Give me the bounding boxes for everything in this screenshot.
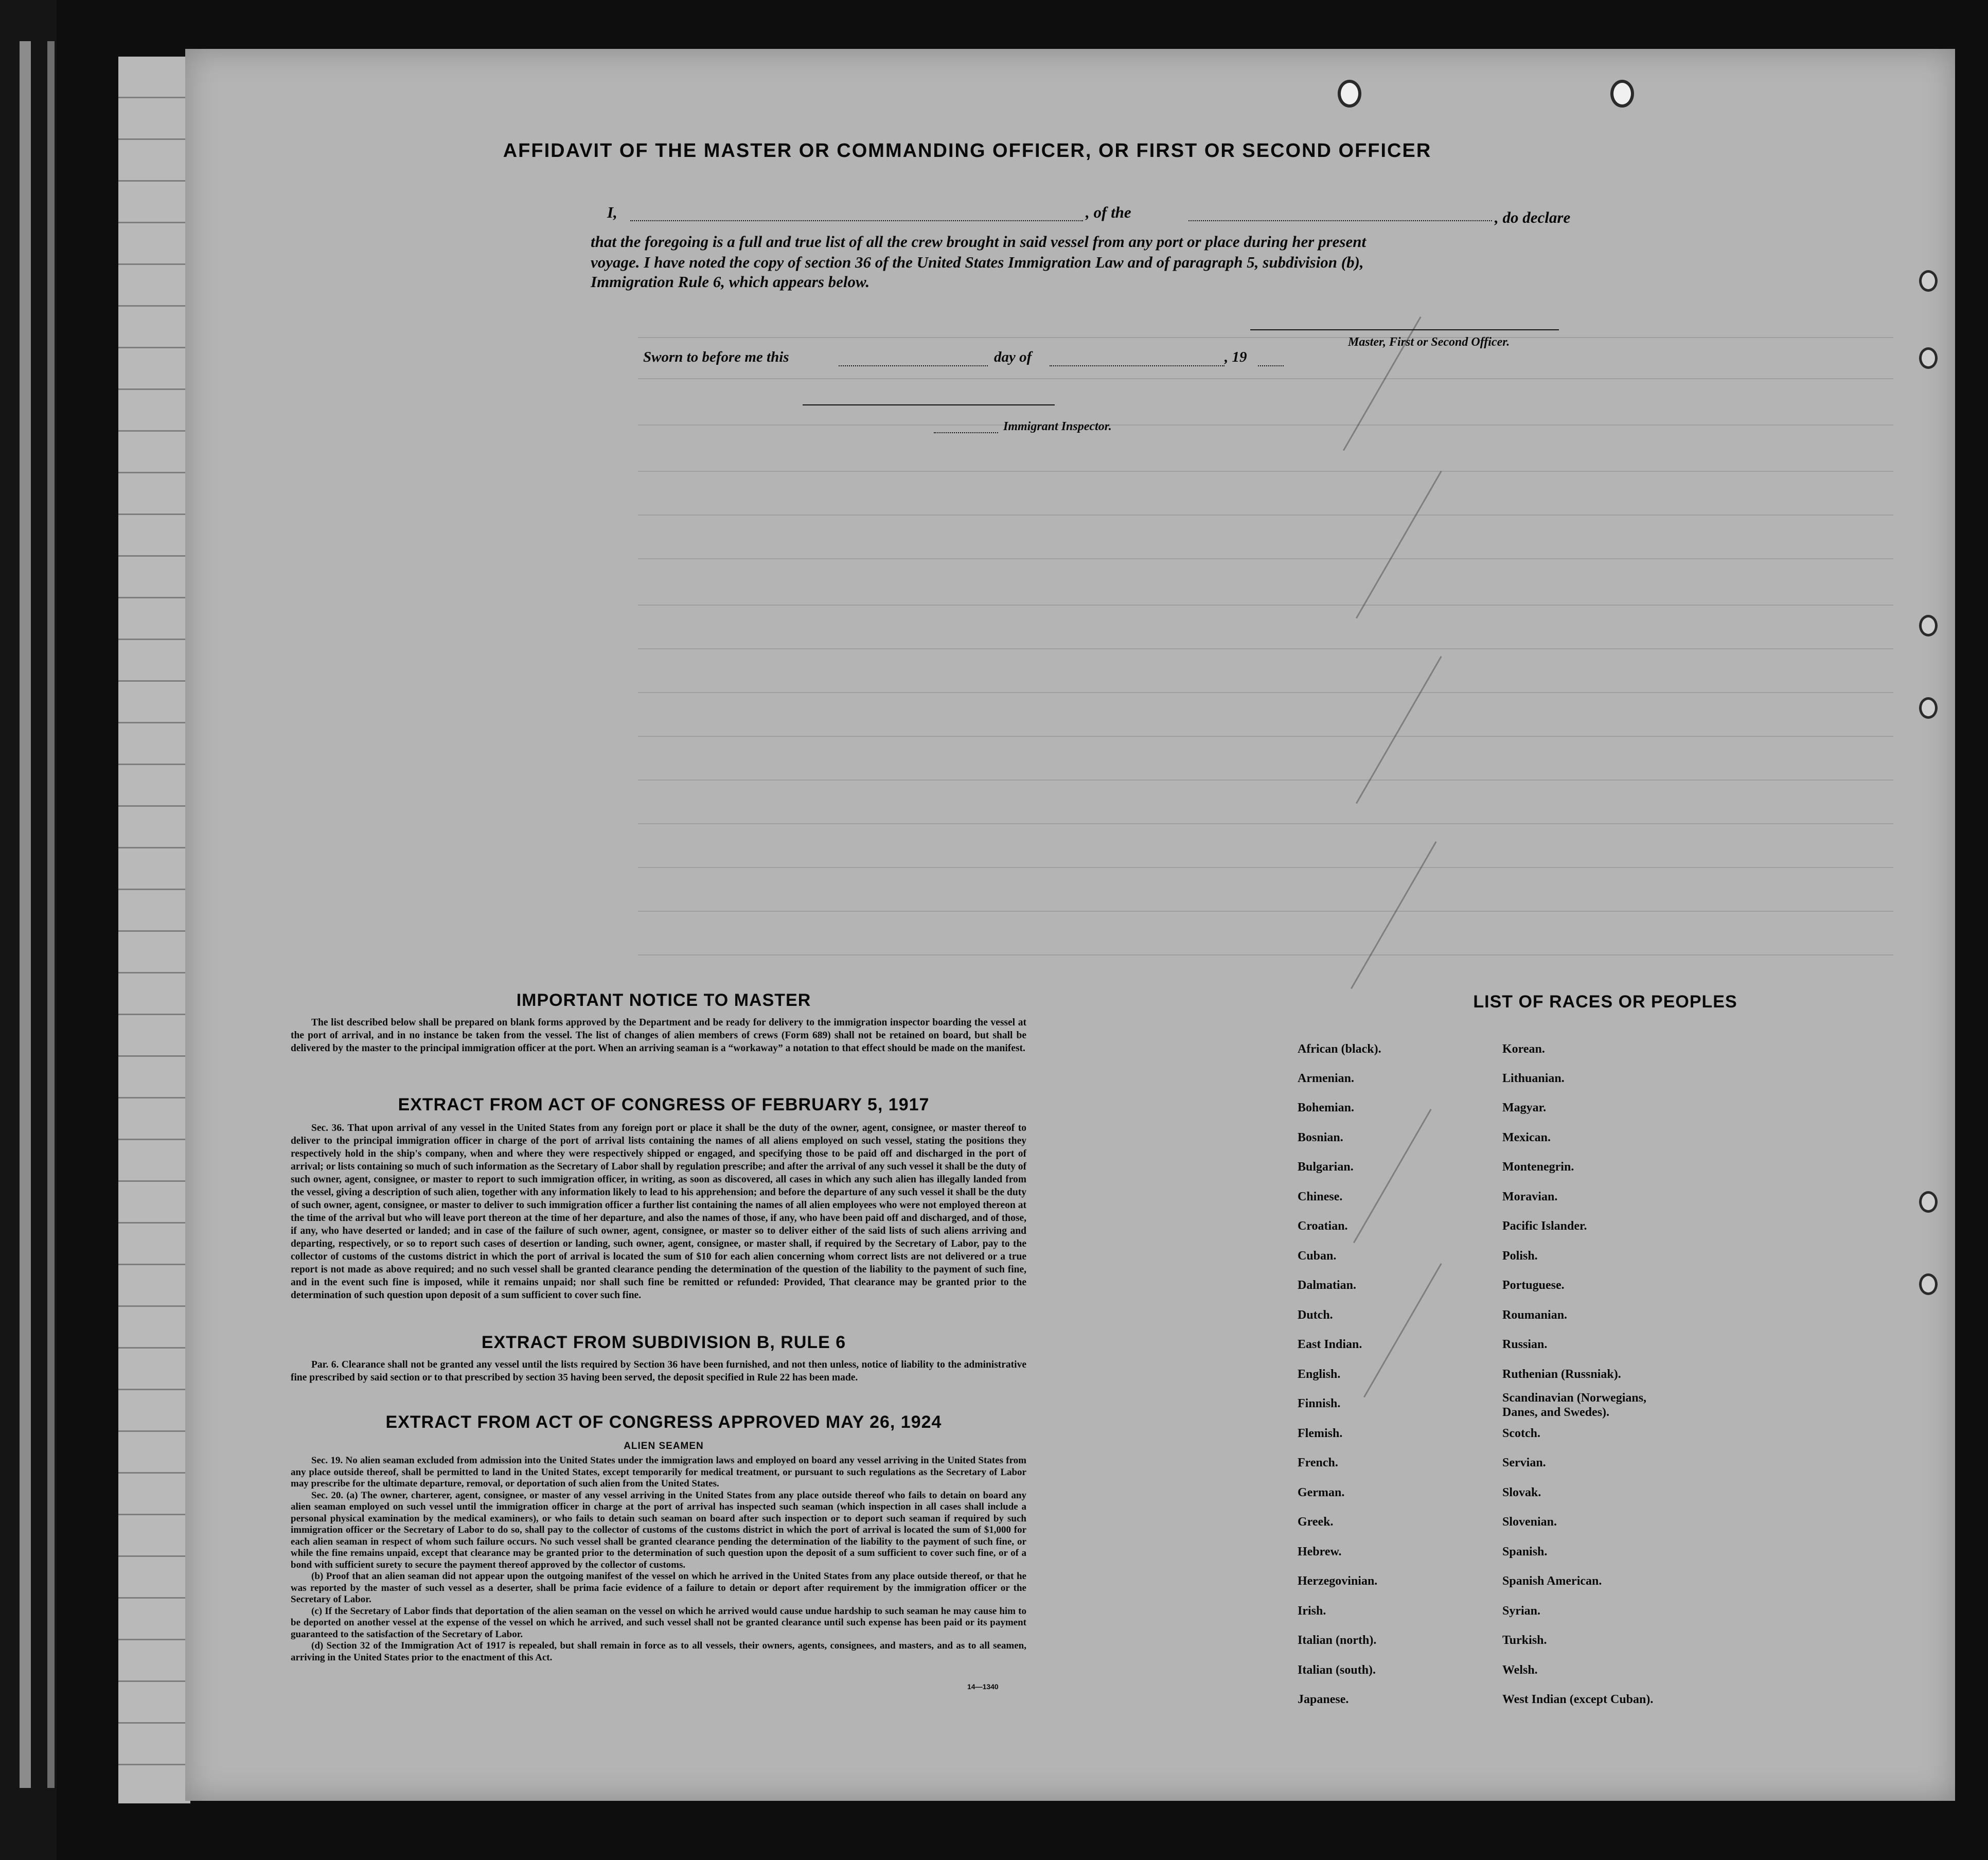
year-blank — [1258, 365, 1284, 366]
race-left: English. — [1298, 1368, 1341, 1381]
extract-rule6-body — [291, 1358, 1026, 1384]
notice-heading: IMPORTANT NOTICE TO MASTER — [516, 990, 811, 1010]
master-signature-line — [1250, 329, 1559, 330]
race-right: Montenegrin. — [1502, 1160, 1574, 1174]
affidavit-line2: that the foregoing is a full and true list of all the crew brought in said vessel from any port or place during her present — [591, 233, 1366, 251]
year-prefix: , 19 — [1224, 349, 1247, 365]
race-left: Cuban. — [1298, 1249, 1337, 1263]
month-blank — [1050, 365, 1224, 366]
affidavit-i: I, — [607, 203, 617, 221]
race-right: Scotch. — [1502, 1427, 1540, 1440]
race-left: Japanese. — [1298, 1693, 1349, 1706]
race-right: Russian. — [1502, 1338, 1548, 1351]
notice-text: The list described below shall be prepared on blank forms approved by the Department and be ready for delivery to the immigration inspector boarding the vessel at the port of arrival, and in no instance be taken from the vessel. The list of changes of alien members of crews (Form 689) shall not be retained on board, but shall be delivered by the master to the principal immigration officer at the port. When an arriving seaman is a “workaway” a notation to that effect should be made on the manifest. — [291, 1017, 1026, 1054]
sec19-text: Sec. 19. No alien seaman excluded from admission into the United States under the immigration laws and employed on board any vessel arriving in the United States from any place outside thereof, shall be permitted to land in the United States, except temporarily for medical treatment, or pursuant to such regulations as the Secretary of Labor may prescribe for the ultimate departure, removal, or deportation of such alien from the United States. — [291, 1455, 1026, 1489]
day-blank — [839, 365, 988, 366]
sec20b-text: (b) Proof that an alien seaman did not appear upon the outgoing manifest of the vessel on which he arrived in the United States from any place outside thereof, or that he was reported by the master of such vessel as a deserter, shall be prima facie evidence of a failure to detain or deport after requirement by the immigration officer or the Secretary of Labor. — [291, 1571, 1026, 1605]
inspector-signature-line — [803, 404, 1055, 405]
sworn-text: Sworn to before me this — [643, 349, 789, 365]
binding-strip — [47, 41, 55, 1788]
race-left: Finnish. — [1298, 1397, 1341, 1410]
affidavit-of-the: , of the — [1086, 203, 1131, 221]
race-left: French. — [1298, 1456, 1338, 1469]
inspector-lead-line — [934, 432, 998, 433]
race-right: Mexican. — [1502, 1131, 1551, 1144]
sec36-text: Sec. 36. That upon arrival of any vessel in the United States from any foreign port or place it shall be the duty of the owner, agent, consignee, or master thereof to deliver to the principal immigration officer in charge of the port of arrival lists containing the names of all aliens employed on such vessel, stating the positions they respectively hold in the ship's company, when and where they were respectively shipped or engaged, and specifying those to be paid off and discharged in the port of arrival; or lists containing so much of such information as the Secretary of Labor shall by regulation prescribe; and after the arrival of any such vessel it shall be the duty of such owner, agent, consignee, or master to report to such immigration officer, in writing, as soon as discovered, all cases in which any such alien has illegally landed from the vessel, giving a description of such alien, together with any information likely to lead to his apprehension; and before the departure of any such vessel it shall be the duty of such owner, agent, consignee, or master to deliver to such immigration officer a further list containing the names of all alien employees who were not employed thereon at the time of the arrival but who will leave port thereon at the time of her departure, and also the names of those, if any, who have been paid off and discharged, and of those, if any, who have deserted or landed; and in case of the failure of such owner, agent, consignee, or master so to deliver either of the said lists of such aliens arriving and departing, respectively, or so to report such cases of desertion or landing, such owner, agent, consignee, or master shall, if required by the Secretary of Labor, pay to the collector of customs of the customs district in which the port of arrival is located the sum of $10 for each alien concerning whom correct lists are not delivered or a true report is not made as above required; and no such vessel shall be granted clearance pending the determination of the question of the liability to the payment of such fine, and in the event such fine is imposed, while it remains unpaid; nor shall such fine be remitted or refunded: Provided, That clearance may be granted prior to the determination of such question upon deposit of a sum sufficient to cover such fine. — [291, 1123, 1026, 1301]
punch-hole — [1919, 347, 1938, 369]
race-left: East Indian. — [1298, 1338, 1362, 1351]
race-right: Lithuanian. — [1502, 1072, 1565, 1085]
punch-hole — [1919, 270, 1938, 292]
day-of-text: day of — [994, 349, 1032, 365]
race-right: Welsh. — [1502, 1663, 1538, 1677]
race-left: Chinese. — [1298, 1190, 1343, 1203]
race-right: Pacific Islander. — [1502, 1219, 1587, 1233]
race-left: Herzegovinian. — [1298, 1574, 1378, 1588]
race-right: Scandinavian (Norwegians, Danes, and Swedes). — [1502, 1391, 1647, 1419]
affidavit-line3: voyage. I have noted the copy of section 36 of the United States Immigration Law and of paragraph 5, subdivision (b), — [591, 253, 1364, 271]
affidavit-declare: , do declare — [1495, 208, 1571, 226]
race-right: Slovak. — [1502, 1486, 1541, 1499]
par6-text: Par. 6. Clearance shall not be granted any vessel until the lists required by Section 36 have been furnished, and not then unless, notice of liability to the administrative fine prescribed by said section or to that prescribed by section 35 having been served, the deposit specified in Rule 22 has been made. — [291, 1359, 1026, 1383]
race-right: Magyar. — [1502, 1101, 1547, 1114]
race-left: Italian (south). — [1298, 1663, 1376, 1677]
race-right: Spanish American. — [1502, 1574, 1602, 1588]
punch-hole — [1919, 1273, 1938, 1295]
extract-1924-body — [291, 1455, 1026, 1663]
notice-body — [291, 1016, 1026, 1055]
race-left: African (black). — [1298, 1042, 1381, 1056]
form-number: 14—1340 — [967, 1682, 999, 1691]
extract-1917-heading: EXTRACT FROM ACT OF CONGRESS OF FEBRUARY 5, 1917 — [398, 1095, 930, 1114]
master-label: Master, First or Second Officer. — [1348, 335, 1510, 349]
race-left: Dutch. — [1298, 1308, 1333, 1322]
race-left: Bohemian. — [1298, 1101, 1355, 1114]
race-left: Bosnian. — [1298, 1131, 1343, 1144]
extract-1924-heading: EXTRACT FROM ACT OF CONGRESS APPROVED MAY 26, 1924 — [385, 1412, 942, 1432]
punch-hole — [1338, 80, 1361, 108]
race-right: West Indian (except Cuban). — [1502, 1693, 1654, 1706]
sec20a-text: Sec. 20. (a) The owner, charterer, agent, consignee, or master of any vessel arriving in the United States from any place outside thereof who fails to detain on board any alien seaman employed on such vessel until the immigration officer in charge at the port of arrival has inspected such seaman (which inspection in all cases shall include a personal physical examination by the medical examiners), or who fails to detain such seaman on board after such inspection or to deport such seaman if required by such immigration officer or the Secretary of Labor to do so, shall pay to the collector of customs of the customs district in which the port of arrival is located the sum of $1,000 for each alien seaman in respect of whom such failure occurs. No such vessel shall be granted clearance pending the determination of the liability to the payment of such fine, or while the fine remains unpaid, except that clearance may be granted prior to the determination of such question upon the deposit of a sum sufficient to cover such fine, or of a bond with sufficient surety to secure the payment thereof approved by the collector of customs. — [291, 1490, 1026, 1570]
binding-strip — [20, 41, 31, 1788]
race-right: Spanish. — [1502, 1545, 1548, 1558]
race-left: Bulgarian. — [1298, 1160, 1354, 1174]
affidavit-title: AFFIDAVIT OF THE MASTER OR COMMANDING OFFICER, OR FIRST OR SECOND OFFICER — [503, 140, 1432, 162]
race-left: Croatian. — [1298, 1219, 1348, 1233]
race-right: Portuguese. — [1502, 1279, 1565, 1292]
race-right: Turkish. — [1502, 1634, 1547, 1647]
race-left: Flemish. — [1298, 1427, 1343, 1440]
name-blank — [630, 220, 1083, 221]
race-right: Roumanian. — [1502, 1308, 1568, 1322]
ledger-edge — [118, 57, 190, 1803]
race-left: Greek. — [1298, 1515, 1334, 1529]
alien-seamen-subheading: ALIEN SEAMEN — [624, 1441, 704, 1451]
race-right: Korean. — [1502, 1042, 1545, 1056]
sec20c-text: (c) If the Secretary of Labor finds that deportation of the alien seaman on the vessel on which he arrived would cause undue hardship to such seaman he may cause him to be deported on another vessel at the expense of the vessel on which he arrived, and such vessel shall not be granted clearance until such expense has been paid or its payment guaranteed to the satisfaction of the Secretary of Labor. — [291, 1605, 1026, 1640]
race-left: Dalmatian. — [1298, 1279, 1356, 1292]
race-right: Syrian. — [1502, 1604, 1541, 1618]
extract-rule6-heading: EXTRACT FROM SUBDIVISION B, RULE 6 — [481, 1333, 846, 1352]
race-right: Moravian. — [1502, 1190, 1558, 1203]
punch-hole — [1919, 697, 1938, 719]
races-heading: LIST OF RACES OR PEOPLES — [1473, 992, 1737, 1012]
race-left: Armenian. — [1298, 1072, 1354, 1085]
punch-hole — [1919, 615, 1938, 636]
race-left: German. — [1298, 1486, 1345, 1499]
punch-hole — [1919, 1191, 1938, 1213]
extract-1917-body — [291, 1122, 1026, 1302]
punch-hole — [1610, 80, 1634, 108]
race-left: Irish. — [1298, 1604, 1326, 1618]
race-left: Hebrew. — [1298, 1545, 1342, 1558]
affidavit-line4: Immigration Rule 6, which appears below. — [591, 273, 870, 291]
race-right: Servian. — [1502, 1456, 1546, 1469]
race-left: Italian (north). — [1298, 1634, 1377, 1647]
race-right: Ruthenian (Russniak). — [1502, 1368, 1621, 1381]
race-right: Polish. — [1502, 1249, 1538, 1263]
race-right: Slovenian. — [1502, 1515, 1557, 1529]
inspector-label: Immigrant Inspector. — [1003, 420, 1112, 433]
sec20d-text: (d) Section 32 of the Immigration Act of 1917 is repealed, but shall remain in force as to all vessels, their owners, agents, consignees, and masters, and as to all seamen, arriving in the United States prior to the enactment of this Act. — [291, 1640, 1026, 1663]
vessel-blank — [1188, 220, 1492, 221]
